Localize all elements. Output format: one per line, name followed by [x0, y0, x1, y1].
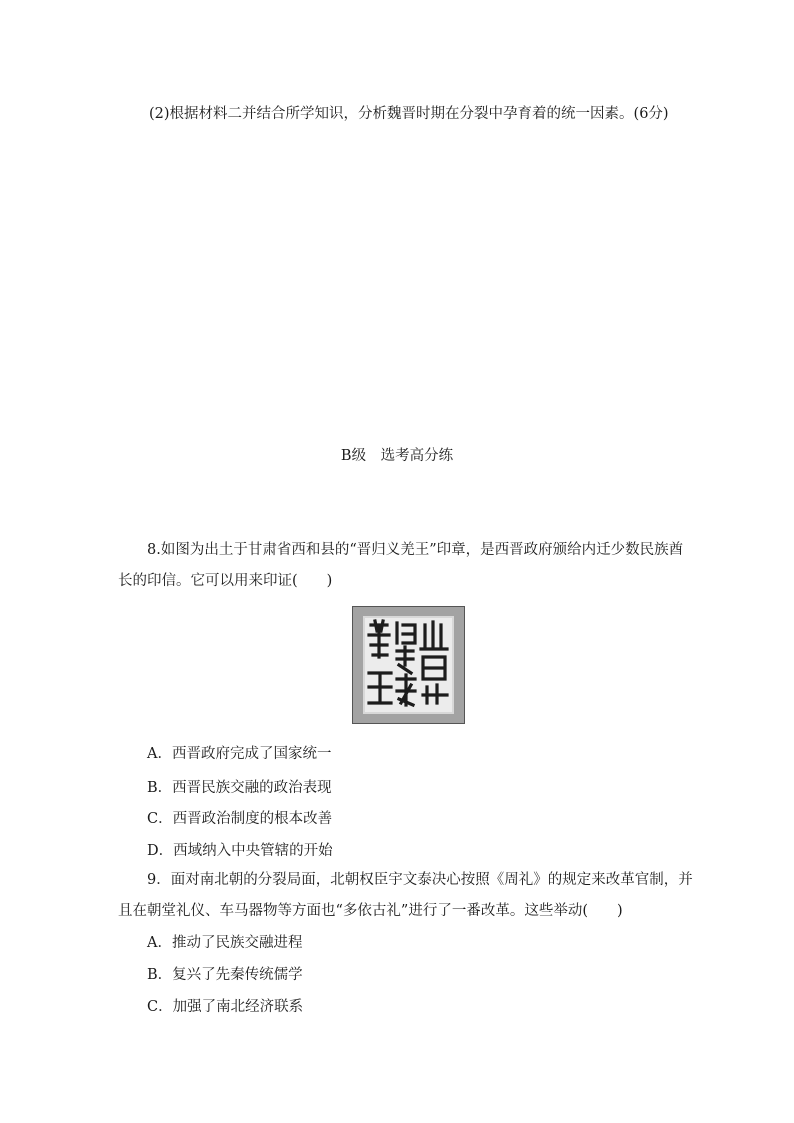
q8-option-d[interactable]: D．西域纳入中央管辖的开始	[147, 843, 333, 859]
q8-option-b[interactable]: B．西晋民族交融的政治表现	[147, 780, 332, 796]
q9-option-b[interactable]: B．复兴了先秦传统儒学	[147, 967, 303, 983]
question-7-part-2: (2)根据材料二并结合所学知识，分析魏晋时期在分裂中孕育着的统一因素。(6分)	[149, 106, 669, 122]
question-8-stem-line-2: 长的印信。它可以用来印证( )	[118, 573, 333, 589]
q8-option-a[interactable]: A．西晋政府完成了国家统一	[147, 746, 332, 762]
seal-stamp-graphic	[353, 607, 464, 723]
section-title: B级 选考高分练	[340, 448, 454, 464]
question-9-stem-line-2: 且在朝堂礼仪、车马器物等方面也“多依古礼”进行了一番改革。这些举动( )	[118, 903, 623, 919]
q9-option-a[interactable]: A．推动了民族交融进程	[147, 935, 303, 951]
question-9-stem-line-1: 9．面对南北朝的分裂局面，北朝权臣宇文泰决心按照《周礼》的规定来改革官制，并	[147, 872, 693, 888]
q8-option-c[interactable]: C．西晋政治制度的根本改善	[147, 811, 333, 827]
question-8-stem-line-1: 8.如图为出土于甘肃省西和县的“晋归义羌王”印章，是西晋政府颁给内迁少数民族酋	[147, 542, 684, 558]
seal-image	[352, 606, 465, 724]
q9-option-c[interactable]: C．加强了南北经济联系	[147, 999, 304, 1015]
